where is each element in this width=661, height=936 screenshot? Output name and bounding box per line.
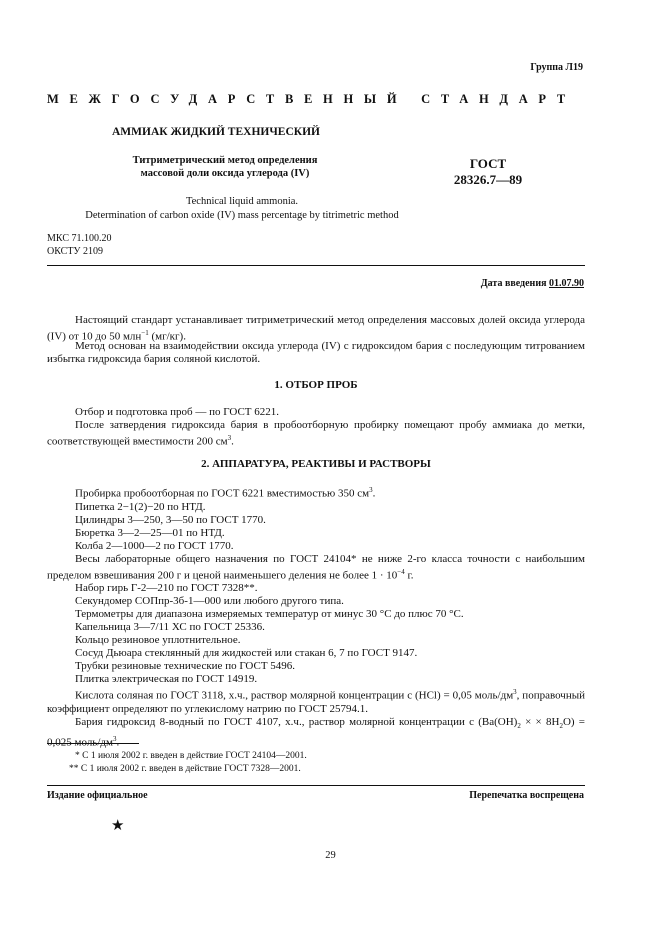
date-label: Дата введения <box>480 278 547 289</box>
subtitle-line-2: массовой доли оксида углерода (IV) <box>140 168 310 179</box>
document-title: АММИАК ЖИДКИЙ ТЕХНИЧЕСКИЙ <box>112 126 320 138</box>
footnote-2: ** С 1 июля 2002 г. введен в действие ГОСТ 7328—2001. <box>69 764 301 774</box>
reprint-prohibited-label: Перепечатка воспрещена <box>469 790 584 801</box>
english-title <box>47 195 437 222</box>
page-number: 29 <box>325 850 336 861</box>
list-item: Колба 2—1000—2 по ГОСТ 1770. <box>75 539 234 552</box>
introduction-date <box>481 278 584 289</box>
list-item: Трубки резиновые технические по ГОСТ 5496. <box>75 660 296 673</box>
list-item: Бария гидроксид 8-водный по ГОСТ 4107, х.ч., раствор молярной концентрации c ($Ba(OH)_2$ × × $8H_2O) = 0,025$ моль/$дм^3$. <box>47 715 585 749</box>
footer-divider <box>47 785 585 786</box>
english-title-line-2: Determination of carbon oxide (IV) mass percentage by titrimetric method <box>85 209 399 221</box>
classification-codes <box>47 233 111 258</box>
official-edition-label: Издание официальное <box>47 790 148 801</box>
gost-designation <box>438 156 538 188</box>
group-code: Группа Л19 <box>530 62 583 73</box>
section-1-paragraph-1: Отбор и подготовка проб — по ГОСТ 6221. <box>75 406 279 418</box>
mks-code: МКС 71.100.20 <box>47 233 112 244</box>
list-item: Кислота соляная по ГОСТ 3118, х.ч., раствор молярной концентрации c (HCl) = 0,05 моль/$дм^3$, поправочный коэффициент определяют по углекислому натрию по ГОСТ 25794.1. <box>47 688 585 715</box>
list-item: Пробирка пробоотборная по ГОСТ 6221 вместимостью 350 $см^3$. <box>75 486 376 500</box>
list-item: Плитка электрическая по ГОСТ 14919. <box>75 673 258 686</box>
header-divider <box>47 265 585 266</box>
gost-number: 28326.7—89 <box>453 172 523 187</box>
section-1-heading: 1. ОТБОР ПРОБ <box>274 379 358 391</box>
footnote-1: * С 1 июля 2002 г. введен в действие ГОСТ 24104—2001. <box>75 751 307 761</box>
list-item: Бюретка 3—2—25—01 по НТД. <box>75 526 225 539</box>
date-value: 01.07.90 <box>549 278 584 289</box>
list-item: Сосуд Дьюара стеклянный для жидкостей или стакан 6, 7 по ГОСТ 9147. <box>75 647 418 660</box>
okstu-code: ОКСТУ 2109 <box>47 245 104 257</box>
star-icon: ★ <box>111 818 125 834</box>
english-title-line-1: Technical liquid ammonia. <box>185 196 299 207</box>
gost-label: ГОСТ <box>469 156 507 171</box>
intro-paragraph-2: Метод основан на взаимодействии оксида углерода (IV) с гидроксидом бария с последующим титрованием избытка гидроксида бария соляной кислотой. <box>47 340 585 365</box>
footnote-divider <box>47 743 139 744</box>
subtitle-line-1: Титриметрический метод определения <box>132 155 318 166</box>
section-2-heading: 2. АППАРАТУРА, РЕАКТИВЫ И РАСТВОРЫ <box>201 458 431 470</box>
equipment-list <box>47 484 585 750</box>
list-item: Кольцо резиновое уплотнительное. <box>75 634 241 647</box>
list-item: Набор гирь Г-2—210 по ГОСТ 7328**. <box>75 582 258 595</box>
list-item: Цилиндры 3—250, 3—50 по ГОСТ 1770. <box>75 513 266 526</box>
list-item: Капельница 3—7/11 ХС по ГОСТ 25336. <box>75 621 265 634</box>
standard-banner: МЕЖГОСУДАРСТВЕННЫЙ СТАНДАРТ <box>47 92 576 106</box>
section-1-paragraph-2: После затвердения гидроксида бария в пробоотборную пробирку помещают пробу аммиака до метки, соответствующей вместимости 200 $см^3$. <box>47 419 585 448</box>
list-item: Термометры для диапазона измеряемых температур от минус 30 °С до плюс 70 °С. <box>75 608 464 621</box>
list-item: Пипетка 2−1(2)−20 по НТД. <box>75 500 206 513</box>
document-subtitle <box>110 154 340 180</box>
intro-paragraph-1: Настоящий стандарт устанавливает титриметрический метод определения массовых долей оксида углерода (IV) от 10 до 50 млн$^{-1}$ (мг/кг). <box>47 314 585 343</box>
list-item: Весы лабораторные общего назначения по ГОСТ 24104* не ниже 2-го класса точности с наибольшим пределом взвешивания 200 г и ценой наименьшего деления не более $1 \cdot 10^{-4}$ г. <box>47 552 585 582</box>
list-item: Секундомер СОПпр-3б-1—000 или любого другого типа. <box>75 595 344 608</box>
